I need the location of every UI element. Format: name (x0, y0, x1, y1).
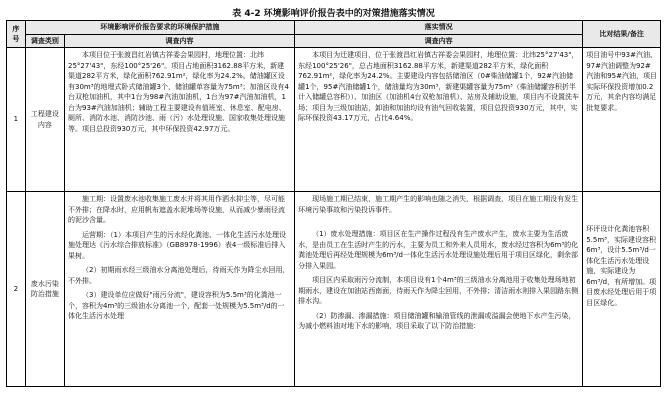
requirement-construction: 施工期：设置废水池收集施工废水并将其用作洒水抑尘等，尽可能不外排；在降水时，应用帆布遮盖水泥堆场等设施，从而减少暴雨径流的泥沙含量。 (68, 195, 286, 224)
row-type: 工程建设内容 (25, 48, 64, 192)
header-row-1 (7, 21, 661, 35)
row-number: 1 (7, 48, 26, 192)
requirement-operation-1: 运营期：（1）本项目产生的污水经化粪池、一体化生活污水处理设施处理达《污水综合排放标准》（GB8978-1996）表4一级标准后排入果树。 (68, 230, 286, 260)
requirement-operation-2: （2）初期雨水经三级油水分离池处理后，待雨天作为降尘水回用，不外排。 (68, 266, 290, 285)
row-requirement (65, 48, 295, 192)
row-number: 2 (7, 192, 26, 387)
table-title: 表 4-2 环境影响评价报告表中的对策措施落实情况 (232, 9, 435, 19)
header-no: 序号 (7, 21, 26, 48)
row-requirement (65, 192, 295, 387)
row-implementation (295, 48, 583, 192)
header-requirement-content: 调查内容 (65, 34, 295, 48)
header-result: 比对结果/备注 (583, 21, 661, 48)
header-implementation-content: 调查内容 (295, 34, 583, 48)
result-text: 环评设计化粪池容积5.5m³，实际建设容积6m³，设计5.5m³/d一体化生活污水处理设施，实际建设为6m³/d，有所增加。项目废水经处理后用于项目区绿化。 (586, 225, 657, 307)
result-text: 项目油号中93#汽油、97#汽油调整为92#汽油和95#汽油，项目实际环保投资增加0.2万元，其余内容均满足批复要求。 (586, 51, 657, 112)
table-row (7, 48, 661, 192)
header-implementation-group: 落实情况 (295, 21, 583, 35)
row-type: 废水污染防治措施 (25, 192, 64, 387)
header-requirement-group: 环境影响评价报告要求的环境保护措施 (25, 21, 294, 35)
measures-table (6, 20, 661, 387)
implementation-operation-1: （1）废水处理措施：项目区在生产操作过程没有生产废水产生，废水主要为生活废水，是由员工在生活时产生的污水，主要为员工和外来人员用水，废水经过容积为6m³的化粪池处理后再经处理规模为6m³/d一体化生活污水处理设施处理后用于项目区绿化，剩余部分排入果园。 (298, 230, 579, 270)
row-implementation (295, 192, 583, 387)
implementation-operation-3: （2）防渗漏、渗漏措施：项目储油罐和输油管线的泄漏或溢漏会使地下水产生污染，为减小燃料油对地下水的影响，项目采取了以下防治措施： (298, 311, 576, 330)
row-result (583, 48, 661, 192)
implementation-operation-2: 项目区内采取雨污分流制，本项目设有1个4m³的三级油水分离池用于收集处理场地初期雨水，建设在加油站西南面，待雨天作为降尘回用，不外排；清洁雨水则排入果园路东侧排水沟。 (298, 276, 579, 305)
header-type: 调查类别 (25, 34, 64, 48)
implementation-text: 本项目为迁建项目，位于张渡昌红岩镇古祥委会果园村，地理位置：北纬25°27'43"，东经100°25'26"，总占地面积3162.88平方米，新建渠道282平方米，绿化面积762.91m²，绿化率为24.2%。主要建设内容包括储油区（0#柴油储罐1个，92#汽油储罐1个，95#汽油储罐1个，储油量均为30m³，新建渠罐容量为75m³（柴油储罐容积折半计入储罐总容积））、加油区（加油机4台双枪加油机）、站房及辅助设施，项目内不设置洗车场；项目为三级加油站，卸油和加油均设有油气回收装置，项目总投资930万元，其中，实际环保投资43.17万元，占比4.64%。 (298, 51, 580, 122)
table-row (7, 192, 661, 387)
implementation-construction: 现场施工期已结束，施工期产生的影响也随之消失，根据调查，项目在施工期没有发生环境污染事故和污染投诉事件。 (298, 195, 579, 214)
requirement-text: 本项目位于张渡昌红岩镇古祥委会果园村，地理位置：北纬25°27'43"，东经100°25'26"。项目占地面积3162.88平方米，新建渠道282平方米，绿化面积762.91m²，绿化率为24.2%。储油罐区设有30m³的地埋式卧式储油罐3个，储油罐单容量为75m³；加油区设有4台双枪加油机，其中1台为98#汽油加油机，1台为97#汽油加油机，1台为93#汽油加油机；辅助工程主要建设有值班室、休息室、配电房、厕所、消防水池、消防沙池、雨（污）水处理设施、国家收集处理设施等。项目总投资930万元，其中环保投资42.97万元。 (68, 51, 289, 133)
header-row-2 (7, 34, 661, 48)
requirement-operation-3: （3）建设单位应做好"雨污分流"，建设容积为5.5m³的化粪池一个，容积为4m³的三级油水分离池一个，配套一处规模为5.5m³/d的一体化生活污水处理 (68, 291, 285, 320)
row-result (583, 192, 661, 387)
